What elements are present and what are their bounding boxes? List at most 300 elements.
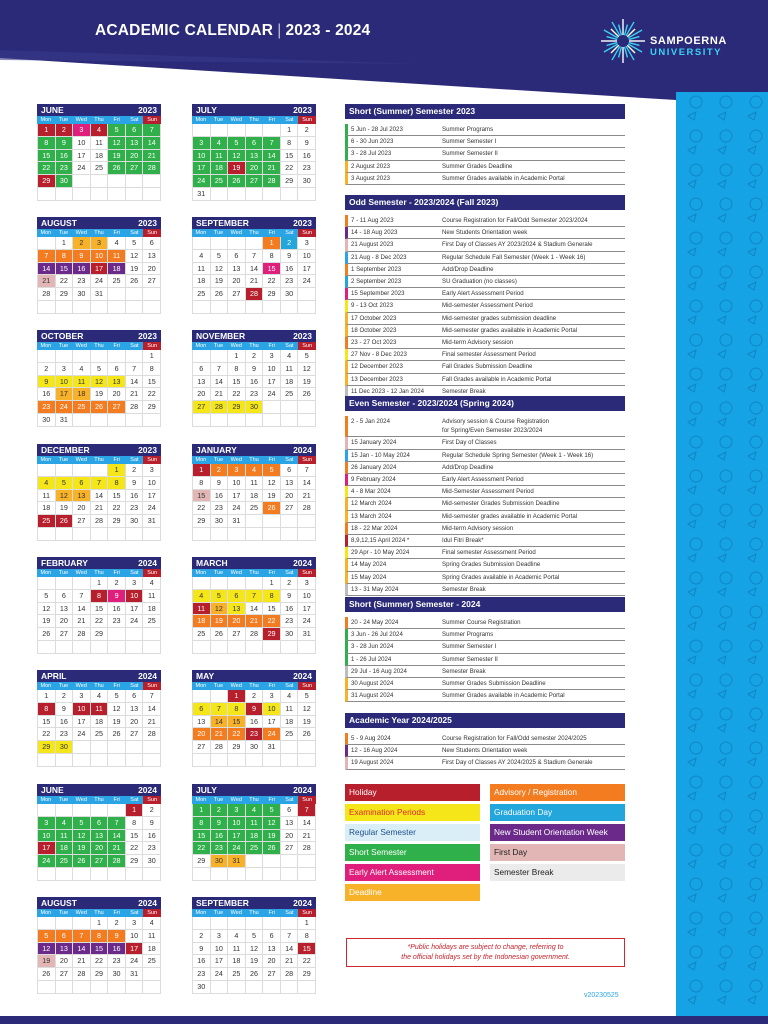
weekday-label: Sun <box>298 342 316 350</box>
day-cell: 14 <box>143 703 161 716</box>
day-cell: 1 <box>38 124 56 137</box>
day-cell: 22 <box>193 842 211 855</box>
weekday-label: Fri <box>268 683 275 689</box>
empty-cell <box>73 175 91 188</box>
day-cell: 14 <box>298 477 316 490</box>
weekday-row <box>192 342 316 350</box>
weekday-label: Tue <box>213 683 224 689</box>
weekday-label: Mon <box>40 343 52 349</box>
day-cell: 20 <box>246 162 264 175</box>
empty-cell <box>246 301 264 314</box>
day-cell: 12 <box>246 943 264 956</box>
day-cell: 19 <box>298 376 316 389</box>
section-title: Even Semester - 2023/2024 (Spring 2024) <box>345 396 625 411</box>
day-cell: 1 <box>126 804 144 817</box>
day-cell: 23 <box>298 162 316 175</box>
schedule-date: 29 Apr - 10 May 2024 <box>351 549 410 557</box>
day-cell: 8 <box>263 590 281 603</box>
day-cell: 20 <box>281 490 299 503</box>
day-cell: 19 <box>108 716 126 729</box>
calendar-header <box>37 670 161 682</box>
day-cell: 21 <box>211 388 229 401</box>
day-cell: 29 <box>263 288 281 301</box>
schedule-event: First Day of Classes AY 2024/2025 & Stadium Generale <box>442 759 593 767</box>
month-name: NOVEMBER <box>196 331 246 341</box>
day-cell: 25 <box>143 955 161 968</box>
empty-cell <box>228 237 246 250</box>
schedule-event: Course Registration for Fall/Odd Semester 2023/2024 <box>442 217 588 224</box>
day-cell: 8 <box>91 590 109 603</box>
day-cell: 12 <box>263 817 281 830</box>
day-cell: 23 <box>56 162 74 175</box>
empty-cell <box>263 868 281 881</box>
day-cell: 12 <box>56 490 74 503</box>
schedule-event: Summer Course Registration <box>442 619 521 626</box>
day-cell: 4 <box>108 237 126 250</box>
empty-cell <box>298 754 316 767</box>
weekday-label: Mon <box>195 910 207 916</box>
day-cell: 31 <box>228 855 246 868</box>
month-name: JUNE <box>41 105 64 115</box>
empty-cell <box>126 754 144 767</box>
day-cell: 11 <box>246 817 264 830</box>
day-grid <box>192 690 316 767</box>
day-cell: 7 <box>108 817 126 830</box>
day-cell: 29 <box>263 628 281 641</box>
day-cell: 15 <box>38 716 56 729</box>
day-cell: 12 <box>298 363 316 376</box>
day-cell: 14 <box>73 943 91 956</box>
schedule-event: Semester Break <box>442 585 486 593</box>
weekday-row <box>192 569 316 577</box>
empty-cell <box>108 288 126 301</box>
weekday-label: Sun <box>143 116 161 124</box>
day-cell: 9 <box>193 943 211 956</box>
empty-cell <box>211 237 229 250</box>
day-cell: 25 <box>91 162 109 175</box>
day-cell: 26 <box>298 388 316 401</box>
schedule-event: First Day of Classes AY 2023/2024 & Stadium Generale <box>442 241 593 249</box>
calendar-july-2024 <box>192 784 316 881</box>
day-cell: 15 <box>38 150 56 163</box>
empty-cell <box>298 188 316 201</box>
empty-cell <box>91 754 109 767</box>
day-cell: 13 <box>281 477 299 490</box>
schedule-event: Early Alert Assessment Period <box>442 290 524 298</box>
day-cell: 24 <box>263 388 281 401</box>
empty-cell <box>108 868 126 881</box>
month-year: 2023 <box>138 105 157 115</box>
day-cell: 4 <box>246 464 264 477</box>
day-grid <box>37 577 161 654</box>
schedule-date: 21 Aug - 8 Dec 2023 <box>351 253 407 261</box>
day-cell: 24 <box>228 842 246 855</box>
month-year: 2024 <box>293 785 312 795</box>
month-year: 2024 <box>138 898 157 908</box>
weekday-label: Sat <box>285 457 294 463</box>
day-cell: 27 <box>91 855 109 868</box>
day-cell: 22 <box>281 162 299 175</box>
schedule-date: 4 - 8 Mar 2024 <box>351 488 391 496</box>
schedule-date: 5 - 9 Aug 2024 <box>351 735 391 742</box>
day-cell: 3 <box>263 350 281 363</box>
schedule-event: Mid-Semester Assessment Period <box>442 488 534 496</box>
weekday-row <box>37 342 161 350</box>
day-cell: 28 <box>298 502 316 515</box>
day-cell: 10 <box>298 250 316 263</box>
day-cell: 4 <box>143 917 161 930</box>
day-cell: 6 <box>281 464 299 477</box>
schedule-section <box>345 195 625 398</box>
day-cell: 30 <box>56 741 74 754</box>
day-cell: 18 <box>193 275 211 288</box>
day-cell: 29 <box>38 175 56 188</box>
empty-cell <box>143 288 161 301</box>
day-cell: 13 <box>56 603 74 616</box>
empty-cell <box>263 515 281 528</box>
empty-cell <box>246 528 264 541</box>
day-cell: 18 <box>73 388 91 401</box>
month-name: FEBRUARY <box>41 558 88 568</box>
day-cell: 1 <box>108 464 126 477</box>
schedule-event: Fall Grades available in Academic Portal <box>442 375 552 383</box>
day-cell: 8 <box>38 703 56 716</box>
empty-cell <box>246 754 264 767</box>
schedule-date: 21 August 2023 <box>351 241 394 249</box>
day-cell: 28 <box>126 401 144 414</box>
weekday-label: Sat <box>285 117 294 123</box>
day-cell: 2 <box>281 577 299 590</box>
day-cell: 18 <box>143 943 161 956</box>
day-cell: 19 <box>38 615 56 628</box>
day-cell: 3 <box>298 577 316 590</box>
month-year: 2024 <box>293 898 312 908</box>
day-cell: 16 <box>108 603 126 616</box>
empty-cell <box>228 414 246 427</box>
day-cell: 21 <box>73 955 91 968</box>
day-grid <box>192 237 316 314</box>
day-cell: 20 <box>126 150 144 163</box>
weekday-label: Fri <box>113 683 120 689</box>
day-cell: 15 <box>108 490 126 503</box>
day-cell: 30 <box>108 968 126 981</box>
calendar-header <box>192 217 316 229</box>
day-cell: 20 <box>281 830 299 843</box>
schedule-row <box>345 239 625 251</box>
schedule-section <box>345 104 625 185</box>
weekday-label: Tue <box>58 117 69 123</box>
day-cell: 22 <box>263 275 281 288</box>
weekday-label: Tue <box>58 797 69 803</box>
day-cell: 22 <box>193 502 211 515</box>
schedule-row <box>345 325 625 337</box>
schedule-row <box>345 690 625 702</box>
empty-cell <box>91 641 109 654</box>
day-cell: 15 <box>263 263 281 276</box>
day-cell: 15 <box>56 263 74 276</box>
day-cell: 28 <box>73 968 91 981</box>
schedule-event: Mid-semester Grades Submission Deadline <box>442 500 560 508</box>
day-cell: 11 <box>211 150 229 163</box>
empty-cell <box>246 515 264 528</box>
day-cell: 31 <box>143 515 161 528</box>
day-cell: 4 <box>91 124 109 137</box>
weekday-label: Tue <box>58 570 69 576</box>
day-cell: 7 <box>91 477 109 490</box>
empty-cell <box>228 577 246 590</box>
weekday-label: Tue <box>58 230 69 236</box>
weekday-label: Tue <box>58 457 69 463</box>
schedule-section <box>345 713 625 770</box>
day-cell: 22 <box>228 728 246 741</box>
day-cell: 21 <box>143 150 161 163</box>
page-title: ACADEMIC CALENDAR | 2023 - 2024 <box>95 22 371 39</box>
day-cell: 22 <box>298 955 316 968</box>
calendar-header <box>37 444 161 456</box>
day-cell: 9 <box>143 817 161 830</box>
day-cell: 24 <box>193 175 211 188</box>
schedule-row <box>345 733 625 745</box>
day-cell: 25 <box>56 855 74 868</box>
weekday-label: Mon <box>195 343 207 349</box>
day-cell: 30 <box>246 401 264 414</box>
day-cell: 25 <box>193 288 211 301</box>
empty-cell <box>193 577 211 590</box>
empty-cell <box>263 401 281 414</box>
empty-cell <box>263 124 281 137</box>
empty-cell <box>108 628 126 641</box>
day-cell: 8 <box>228 703 246 716</box>
empty-cell <box>108 981 126 994</box>
empty-cell <box>193 414 211 427</box>
schedule-event: Final semester Assessment Period <box>442 351 536 359</box>
weekday-label: Tue <box>213 117 224 123</box>
day-grid <box>37 464 161 541</box>
day-cell: 26 <box>73 855 91 868</box>
month-name: SEPTEMBER <box>196 898 249 908</box>
day-cell: 21 <box>246 275 264 288</box>
decorative-pattern-band <box>676 92 768 1016</box>
weekday-label: Tue <box>213 457 224 463</box>
month-year: 2024 <box>293 558 312 568</box>
day-cell: 19 <box>211 615 229 628</box>
empty-cell <box>281 981 299 994</box>
month-year: 2023 <box>138 218 157 228</box>
day-cell: 17 <box>126 603 144 616</box>
day-cell: 20 <box>193 388 211 401</box>
weekday-label: Mon <box>195 797 207 803</box>
day-cell: 31 <box>263 741 281 754</box>
day-cell: 13 <box>56 943 74 956</box>
day-cell: 11 <box>38 490 56 503</box>
day-cell: 13 <box>73 490 91 503</box>
day-cell: 3 <box>73 690 91 703</box>
day-cell: 10 <box>126 930 144 943</box>
schedule-date: 2 September 2023 <box>351 278 402 286</box>
schedule-date: 5 Jun - 28 Jul 2023 <box>351 126 403 133</box>
empty-cell <box>38 464 56 477</box>
day-cell: 26 <box>91 401 109 414</box>
day-cell: 2 <box>298 124 316 137</box>
empty-cell <box>56 868 74 881</box>
weekday-label: Fri <box>268 343 275 349</box>
empty-cell <box>246 981 264 994</box>
empty-cell <box>56 464 74 477</box>
weekday-label: Wed <box>75 117 87 123</box>
day-cell: 28 <box>246 288 264 301</box>
schedule-row <box>345 641 625 653</box>
schedule-event: Regular Schedule Spring Semester (Week 1 - Week 16) <box>442 451 594 459</box>
day-cell: 15 <box>193 830 211 843</box>
empty-cell <box>193 124 211 137</box>
day-cell: 15 <box>143 376 161 389</box>
empty-cell <box>73 464 91 477</box>
empty-cell <box>298 981 316 994</box>
schedule-row <box>345 361 625 373</box>
empty-cell <box>91 741 109 754</box>
day-cell: 3 <box>91 237 109 250</box>
empty-cell <box>126 288 144 301</box>
empty-cell <box>281 188 299 201</box>
day-cell: 22 <box>38 162 56 175</box>
schedule-event: Spring Grades available in Academic Portal <box>442 573 560 581</box>
weekday-label: Wed <box>230 797 242 803</box>
schedule-event: Add/Drop Deadline <box>442 265 494 273</box>
empty-cell <box>38 301 56 314</box>
schedule-section <box>345 396 625 596</box>
day-cell: 17 <box>38 842 56 855</box>
calendar-october-2023 <box>37 330 161 427</box>
calendar-january-2024 <box>192 444 316 541</box>
day-cell: 31 <box>298 628 316 641</box>
empty-cell <box>263 855 281 868</box>
month-year: 2023 <box>293 105 312 115</box>
day-cell: 2 <box>211 464 229 477</box>
legend-item: Semester Break <box>490 864 625 881</box>
weekday-label: Thu <box>94 797 104 803</box>
day-cell: 24 <box>228 502 246 515</box>
day-cell: 1 <box>91 917 109 930</box>
day-cell: 1 <box>56 237 74 250</box>
schedule-row <box>345 678 625 690</box>
day-cell: 9 <box>38 376 56 389</box>
day-cell: 4 <box>38 477 56 490</box>
day-cell: 30 <box>193 981 211 994</box>
weekday-label: Fri <box>268 570 275 576</box>
month-name: AUGUST <box>41 898 77 908</box>
weekday-label: Sat <box>285 230 294 236</box>
weekday-label: Fri <box>113 343 120 349</box>
day-cell: 6 <box>143 237 161 250</box>
weekday-label: Sat <box>130 230 139 236</box>
day-cell: 5 <box>298 690 316 703</box>
empty-cell <box>91 301 109 314</box>
day-cell: 28 <box>73 628 91 641</box>
day-cell: 11 <box>246 477 264 490</box>
empty-cell <box>108 350 126 363</box>
day-cell: 10 <box>228 477 246 490</box>
day-grid <box>192 577 316 654</box>
day-cell: 11 <box>228 943 246 956</box>
day-cell: 3 <box>143 464 161 477</box>
empty-cell <box>298 528 316 541</box>
day-cell: 6 <box>281 804 299 817</box>
schedule-event: Fall Grades Submission Deadline <box>442 363 533 371</box>
weekday-label: Sun <box>298 796 316 804</box>
day-cell: 5 <box>56 477 74 490</box>
day-cell: 22 <box>263 615 281 628</box>
empty-cell <box>193 301 211 314</box>
schedule-row <box>345 416 625 437</box>
day-cell: 25 <box>108 275 126 288</box>
day-cell: 17 <box>263 716 281 729</box>
weekday-label: Sun <box>143 229 161 237</box>
schedule-event: Summer Semester I <box>442 138 497 146</box>
day-cell: 8 <box>193 817 211 830</box>
day-cell: 18 <box>246 490 264 503</box>
empty-cell <box>143 301 161 314</box>
day-cell: 2 <box>246 690 264 703</box>
day-cell: 17 <box>73 150 91 163</box>
day-cell: 17 <box>211 955 229 968</box>
day-cell: 23 <box>211 842 229 855</box>
empty-cell <box>246 237 264 250</box>
month-year: 2023 <box>293 218 312 228</box>
logo-text-sampoerna: SAMPOERNA <box>650 35 727 47</box>
empty-cell <box>228 528 246 541</box>
weekday-label: Mon <box>195 230 207 236</box>
day-cell: 23 <box>281 615 299 628</box>
empty-cell <box>211 690 229 703</box>
day-cell: 30 <box>211 855 229 868</box>
weekday-label: Wed <box>75 570 87 576</box>
day-cell: 8 <box>263 250 281 263</box>
schedule-row <box>345 523 625 535</box>
color-legend <box>345 784 625 901</box>
weekday-label: Sun <box>298 569 316 577</box>
day-cell: 24 <box>56 401 74 414</box>
calendar-march-2024 <box>192 557 316 654</box>
weekday-label: Wed <box>230 570 242 576</box>
day-cell: 30 <box>281 628 299 641</box>
header-banner <box>0 0 768 100</box>
weekday-label: Sun <box>298 682 316 690</box>
weekday-label: Sat <box>285 343 294 349</box>
empty-cell <box>73 528 91 541</box>
holiday-disclaimer-note: *Public holidays are subject to change, referring to the official holidays set by the Indonesian government. <box>346 938 625 967</box>
day-cell: 7 <box>73 590 91 603</box>
day-cell: 26 <box>228 175 246 188</box>
empty-cell <box>211 577 229 590</box>
day-cell: 23 <box>126 502 144 515</box>
day-cell: 17 <box>56 388 74 401</box>
empty-cell <box>91 981 109 994</box>
empty-cell <box>211 981 229 994</box>
doodle-pattern-icon <box>676 92 768 1016</box>
day-cell: 29 <box>108 515 126 528</box>
empty-cell <box>281 301 299 314</box>
schedule-row <box>345 288 625 300</box>
empty-cell <box>143 968 161 981</box>
day-cell: 13 <box>246 150 264 163</box>
weekday-label: Mon <box>40 457 52 463</box>
day-cell: 6 <box>126 124 144 137</box>
empty-cell <box>38 528 56 541</box>
empty-cell <box>281 515 299 528</box>
empty-cell <box>73 577 91 590</box>
day-cell: 16 <box>211 490 229 503</box>
day-cell: 12 <box>211 603 229 616</box>
